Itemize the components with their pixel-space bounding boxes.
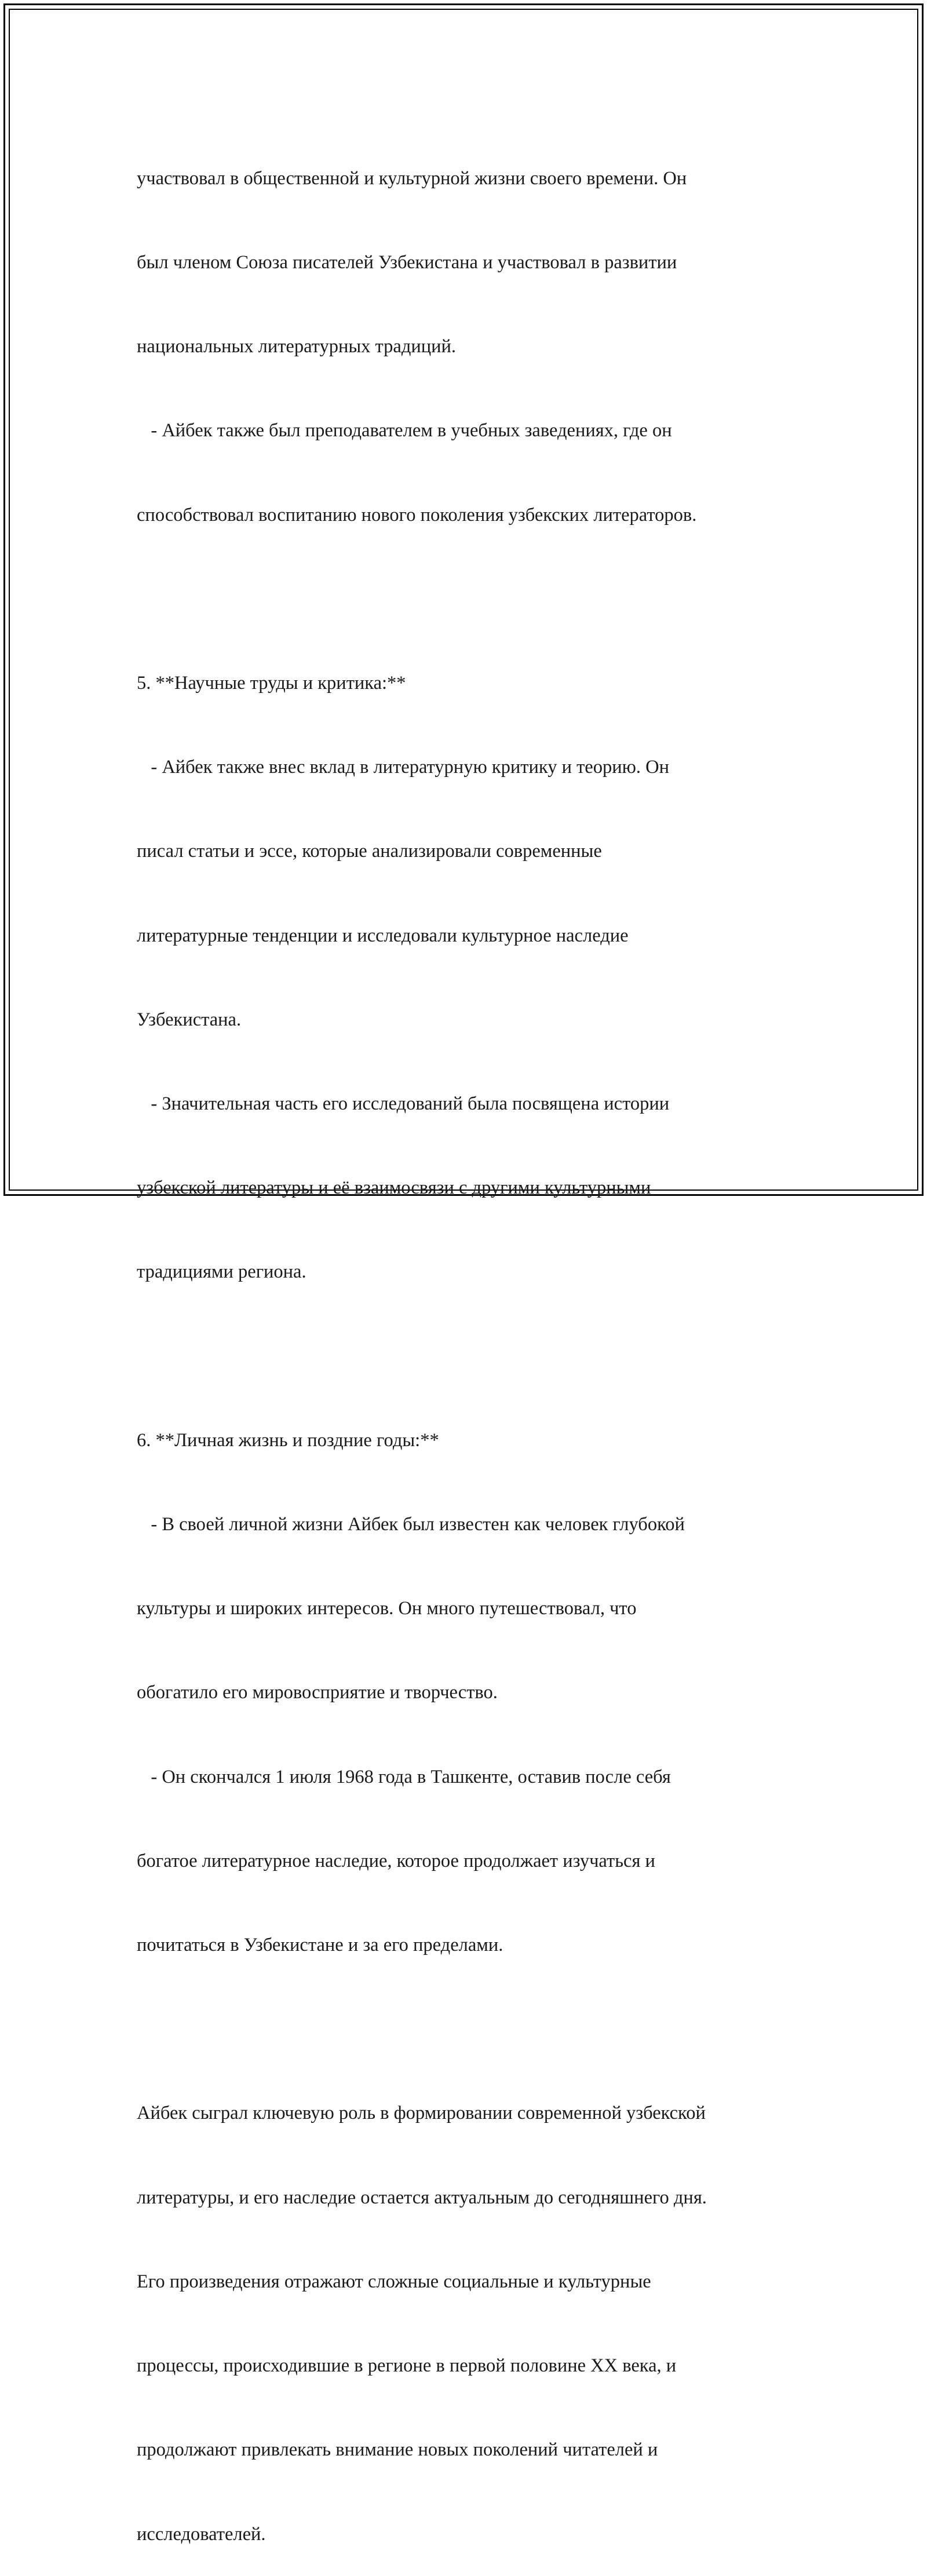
text-line: культуры и широких интересов. Он много путешествовал, что — [137, 1598, 637, 1619]
text-line: участвовал в общественной и культурной жизни своего времени. Он — [137, 167, 687, 189]
blank-line — [137, 585, 832, 613]
blank-line — [137, 1342, 832, 1370]
section-heading: 6. **Личная жизнь и поздние годы:** — [137, 1429, 439, 1451]
text-line: способствовал воспитанию нового поколения узбекских литераторов. — [137, 504, 697, 526]
text-line: Узбекистана. — [137, 1009, 242, 1030]
text-line: процессы, происходившие в регионе в первой половине XX века, и — [137, 2355, 677, 2377]
text-line: традициями региона. — [137, 1261, 306, 1283]
text-line: - Он скончался 1 июля 1968 года в Ташкенте, оставив после себя — [137, 1766, 671, 1787]
text-line: богатое литературное наследие, которое продолжает изучаться и — [137, 1850, 655, 1871]
text-line: - Айбек также внес вклад в литературную критику и теорию. Он — [137, 757, 670, 778]
text-line: продолжают привлекать внимание новых поколений читателей и — [137, 2439, 658, 2461]
text-line: обогатило его мировосприятие и творчество. — [137, 1682, 498, 1703]
text-line: узбекской литературы и её взаимосвязи с другими культурными — [137, 1177, 651, 1199]
section-heading: 5. **Научные труды и критика:** — [137, 673, 406, 694]
text-line: Его произведения отражают сложные социальные и культурные — [137, 2271, 651, 2292]
text-line: исследователей. — [137, 2523, 266, 2545]
text-line: был членом Союза писателей Узбекистана и участвовал в развитии — [137, 252, 677, 273]
blank-line — [137, 2015, 832, 2043]
text-line: национальных литературных традиций. — [137, 336, 457, 357]
text-line: писал статьи и эссе, которые анализировали современные — [137, 841, 602, 862]
text-line: литературные тенденции и исследовали культурное наследие — [137, 925, 629, 946]
text-line: литературы, и его наследие остается актуальным до сегодняшнего дня. — [137, 2187, 707, 2208]
document-text — [137, 108, 832, 2576]
text-line: - Айбек также был преподавателем в учебных заведениях, где он — [137, 420, 672, 442]
text-line: - В своей личной жизни Айбек был известен как человек глубокой — [137, 1514, 685, 1535]
text-line: почитаться в Узбекистане и за его пределами. — [137, 1935, 503, 1956]
text-line: - Значительная часть его исследований была посвящена истории — [137, 1093, 670, 1115]
text-line: Айбек сыграл ключевую роль в формировании современной узбекской — [137, 2103, 706, 2124]
